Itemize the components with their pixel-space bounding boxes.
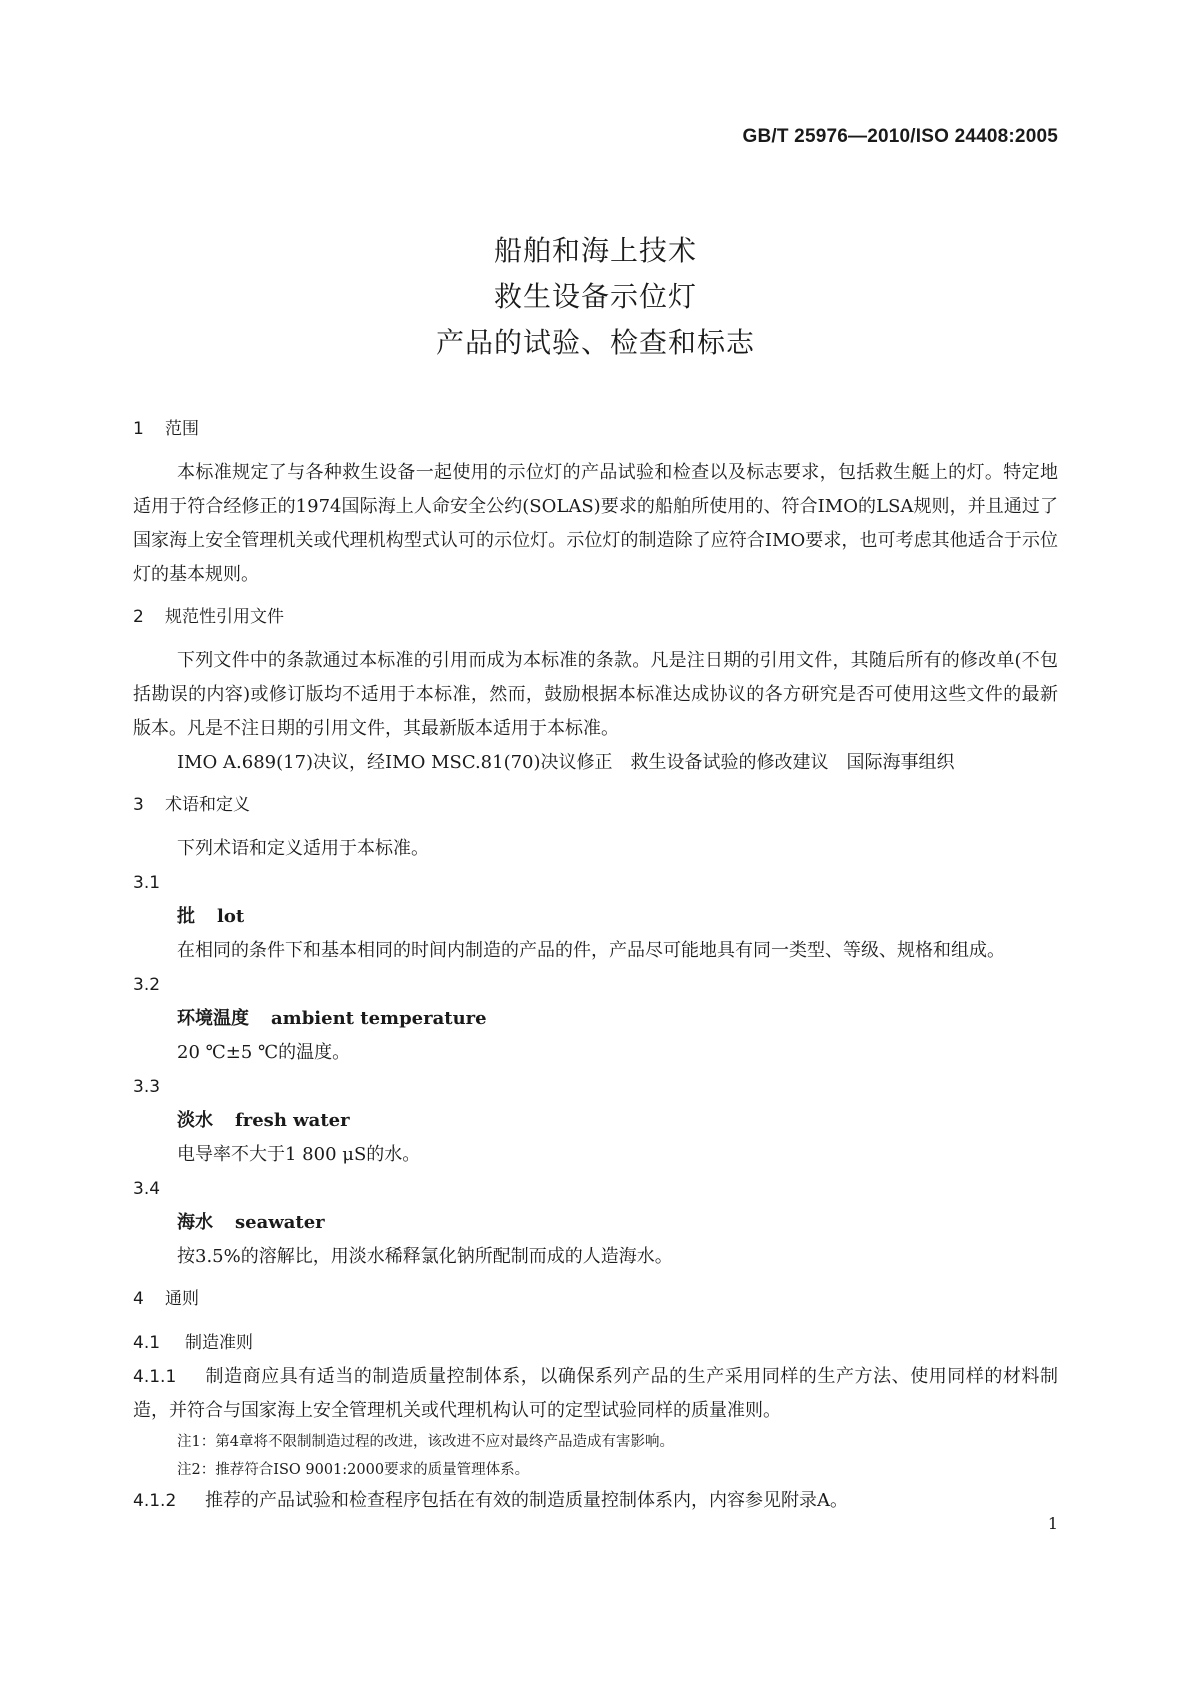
note-1: 注1：第4章将不限制制造过程的改进，该改进不应对最终产品造成有害影响。 [177, 1434, 674, 1450]
section-number: 2 [133, 607, 144, 627]
section-title: 范围 [165, 419, 199, 439]
subsection-title: 制造准则 [185, 1333, 253, 1353]
title-line-1: 船舶和海上技术 [493, 234, 697, 267]
section-number: 4 [133, 1289, 144, 1309]
term-en: seawater [235, 1212, 325, 1233]
term-zh: 海水 [177, 1212, 213, 1233]
term-en: lot [217, 906, 245, 927]
section-title: 规范性引用文件 [165, 607, 284, 627]
section-number: 1 [133, 419, 144, 439]
document-title [0, 228, 1191, 366]
term-en: ambient temperature [271, 1008, 487, 1029]
term-name [133, 1002, 1058, 1036]
section-2-heading [133, 600, 1058, 634]
standard-code: GB/T 25976—2010/ISO 24408:2005 [742, 126, 1058, 147]
term-number: 3.3 [133, 1077, 161, 1097]
term-name [133, 1206, 1058, 1240]
term-name [133, 900, 1058, 934]
term-number: 3.1 [133, 873, 161, 893]
clause-4-1-1 [133, 1360, 1058, 1428]
title-line-3: 产品的试验、检查和标志 [435, 326, 755, 359]
clause-number: 4.1.2 [133, 1491, 177, 1511]
section-title: 术语和定义 [165, 795, 250, 815]
normative-reference: IMO A.689(17)决议，经IMO MSC.81(70)决议修正 救生设备试验的修改建议 国际海事组织 [177, 752, 955, 773]
clause-text: 推荐的产品试验和检查程序包括在有效的制造质量控制体系内，内容参见附录A。 [205, 1490, 848, 1511]
section-4-heading [133, 1282, 1058, 1316]
section-1-heading [133, 412, 1058, 446]
section-1-paragraph: 本标准规定了与各种救生设备一起使用的示位灯的产品试验和检查以及标志要求，包括救生艇上的灯。特定地适用于符合经修正的1974国际海上人命安全公约(SOLAS)要求的船舶所使用的、符合IMO的LSA规则，并且通过了国家海上安全管理机关或代理机构型式认可的示位灯。示位灯的制造除了应符合IMO要求，也可考虑其他适合于示位灯的基本规则。 [133, 462, 1058, 585]
document-body [133, 412, 1058, 1518]
term-en: fresh water [235, 1110, 350, 1131]
term-number: 3.2 [133, 975, 161, 995]
page-number: 1 [1047, 1514, 1058, 1533]
term-definition: 电导率不大于1 800 μS的水。 [177, 1144, 421, 1165]
term-zh: 环境温度 [177, 1008, 249, 1029]
section-3-intro: 下列术语和定义适用于本标准。 [177, 838, 429, 859]
section-number: 3 [133, 795, 144, 815]
section-title: 通则 [165, 1289, 199, 1309]
clause-number: 4.1.1 [133, 1367, 177, 1387]
subsection-4-1-heading [133, 1326, 1058, 1360]
term-zh: 淡水 [177, 1110, 213, 1131]
section-3-heading [133, 788, 1058, 822]
term-number: 3.4 [133, 1179, 161, 1199]
note-2: 注2：推荐符合ISO 9001:2000要求的质量管理体系。 [177, 1462, 530, 1478]
clause-text: 制造商应具有适当的制造质量控制体系，以确保系列产品的生产采用同样的生产方法、使用同样的材料制造，并符合与国家海上安全管理机关或代理机构认可的定型试验同样的质量准则。 [133, 1366, 1058, 1421]
term-definition: 按3.5%的溶解比，用淡水稀释氯化钠所配制而成的人造海水。 [177, 1246, 673, 1267]
subsection-number: 4.1 [133, 1333, 161, 1353]
term-name [133, 1104, 1058, 1138]
title-line-2: 救生设备示位灯 [493, 280, 697, 313]
term-zh: 批 [177, 906, 195, 927]
clause-4-1-2 [133, 1484, 1058, 1518]
term-definition: 20 ℃±5 ℃的温度。 [177, 1042, 351, 1063]
term-definition: 在相同的条件下和基本相同的时间内制造的产品的件，产品尽可能地具有同一类型、等级、规格和组成。 [177, 940, 1005, 961]
section-2-paragraph: 下列文件中的条款通过本标准的引用而成为本标准的条款。凡是注日期的引用文件，其随后所有的修改单(不包括勘误的内容)或修订版均不适用于本标准，然而，鼓励根据本标准达成协议的各方研究是否可使用这些文件的最新版本。凡是不注日期的引用文件，其最新版本适用于本标准。 [133, 650, 1058, 739]
